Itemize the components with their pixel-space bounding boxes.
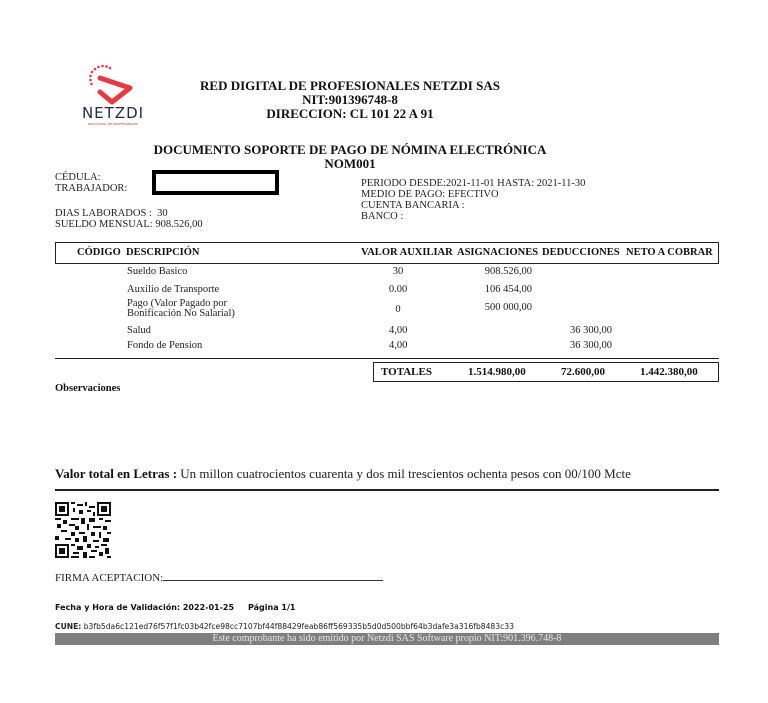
row-descripcion: Pago (Valor Pagado por	[127, 298, 228, 309]
redacted-worker-name	[152, 170, 279, 195]
banco: BANCO :	[361, 211, 404, 222]
row-valor-auxiliar: 0.00	[388, 284, 408, 295]
company-nit: NIT:901396748-8	[302, 92, 398, 107]
table-divider	[55, 358, 719, 359]
totals-deducciones: 72.600,00	[561, 366, 605, 378]
col-codigo: CÓDIGO	[77, 247, 121, 258]
col-neto: NETO A COBRAR	[626, 247, 713, 258]
qr-code-icon	[55, 502, 111, 558]
payment-info	[361, 178, 585, 222]
cune-value: b3fb5da6c121ed76f57f1fc03b42fce98cc7107bf44f88429feab86ff569335b5d0d500bbf64b3dafe3a316fb8483c33	[81, 622, 514, 631]
sueldo-label: SUELDO MENSUAL:	[55, 219, 153, 230]
row-descripcion: Fondo de Pension	[127, 340, 203, 351]
cedula-label: CÉDULA:	[55, 172, 101, 183]
totals-asignaciones: 1.514.980,00	[468, 366, 526, 378]
row-asignaciones: 106 454,00	[484, 284, 532, 295]
logo-subtitle: RED DIGITAL DE PROFESIONALES	[88, 122, 138, 126]
sueldo-value: 908.526,00	[155, 219, 203, 230]
valor-letras-value: Un millon cuatrocientos cuarenta y dos mil trescientos ochenta pesos con 00/100 Mcte	[177, 466, 631, 481]
trabajador-label: TRABAJADOR:	[55, 183, 128, 194]
sueldo-mensual	[55, 219, 203, 230]
row-descripcion: Salud	[127, 325, 151, 336]
section-divider	[55, 489, 719, 491]
company-address: DIRECCION: CL 101 22 A 91	[266, 106, 434, 121]
company-name: RED DIGITAL DE PROFESIONALES NETZDI SAS	[200, 78, 500, 93]
cune-label: CUNE:	[55, 622, 82, 631]
col-descripcion: DESCRIPCIÓN	[126, 247, 200, 258]
row-deducciones: 36 300,00	[570, 325, 612, 336]
col-deducciones: DEDUCCIONES	[542, 247, 620, 258]
totals-neto: 1.442.380,00	[640, 366, 698, 378]
validation-info	[55, 603, 295, 612]
document-number: NOM001	[324, 156, 376, 171]
dias-value: 30	[157, 208, 168, 219]
fecha-validacion: Fecha y Hora de Validación: 2022-01-25	[55, 603, 235, 612]
netzdi-logo-icon	[78, 62, 148, 106]
document-title-block	[130, 143, 570, 171]
footer-bar: Este comprobante ha sido emitido por Netzdi SAS Software propio NIT:901.396.748-8	[55, 633, 719, 645]
dias-laborados	[55, 208, 168, 219]
periodo: PERIODO DESDE:2021-11-01 HASTA: 2021-11-30	[361, 178, 586, 189]
row-descripcion-line2: Bonificación No Salarial)	[127, 308, 235, 319]
valor-letras-label: Valor total en Letras :	[55, 466, 178, 481]
row-valor-auxiliar: 30	[392, 266, 404, 277]
row-asignaciones: 908.526,00	[484, 266, 532, 277]
observaciones-heading: Observaciones	[55, 383, 121, 394]
row-descripcion: Auxilio de Transporte	[127, 284, 220, 295]
col-asignaciones: ASIGNACIONES	[457, 247, 539, 258]
company-header	[190, 79, 510, 121]
totals-label: TOTALES	[381, 366, 432, 378]
row-deducciones: 36 300,00	[570, 340, 612, 351]
medio-pago: MEDIO DE PAGO: EFECTIVO	[361, 189, 499, 200]
row-valor-auxiliar: 4,00	[389, 325, 408, 336]
row-descripcion: Sueldo Basico	[127, 266, 188, 277]
logo-wordmark: NETZDI	[81, 104, 145, 122]
col-valor-auxiliar: VALOR AUXILIAR	[361, 247, 453, 258]
row-asignaciones: 500 000,00	[484, 302, 532, 313]
cuenta-bancaria: CUENTA BANCARIA :	[361, 200, 465, 211]
valor-letras	[55, 466, 631, 482]
firma-aceptacion	[55, 571, 383, 584]
company-logo	[78, 62, 148, 132]
row-valor-auxiliar: 4,00	[389, 340, 408, 351]
firma-label: FIRMA ACEPTACION:	[55, 572, 164, 584]
cune	[55, 622, 514, 631]
signature-line	[163, 571, 383, 581]
document-title: DOCUMENTO SOPORTE DE PAGO DE NÓMINA ELECTRÓNICA	[153, 142, 547, 157]
dias-label: DIAS LABORADOS :	[55, 208, 152, 219]
row-valor-auxiliar: 0	[395, 304, 401, 315]
pagina: Página 1/1	[247, 603, 296, 612]
